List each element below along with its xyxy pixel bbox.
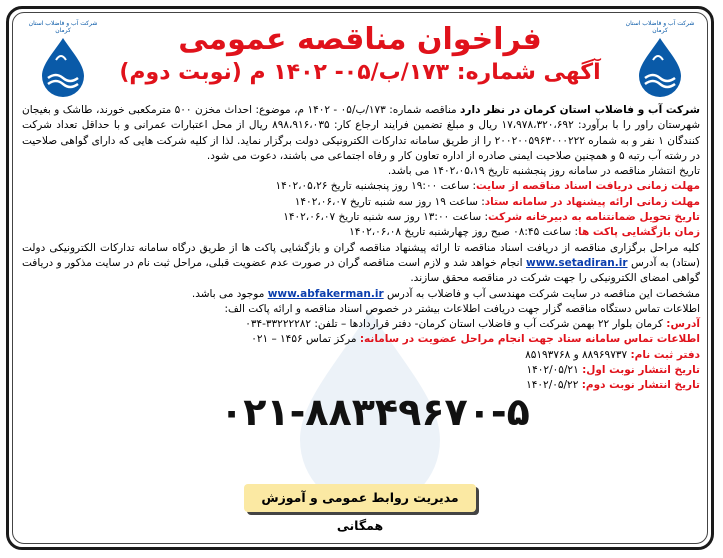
pub1-label: تاریخ انتشار نوبت اول: bbox=[582, 364, 700, 377]
deadline-value: : ساعت ۱۹ روز سه شنبه تاریخ ۱۴۰۲،۰۶،۰۷ bbox=[294, 195, 485, 208]
deadline-value: : ساعت ۰۸:۴۵ صبح روز چهارشنبه تاریخ ۱۴۰۲،۰۶،۰۸ bbox=[349, 226, 579, 239]
process-text: کلیه مراحل برگزاری مناقصه از دریافت اسناد مناقصه تا ارائه پیشنهاد مناقصه گران و بازگشایی پاکت ها از طریق درگاه سامانه تدارکات الکترونیکی دولت (ستاد) به آدرس bbox=[22, 241, 700, 269]
deadline-label: تاریخ تحویل ضمانتنامه به دبیرخانه شرکت bbox=[488, 211, 700, 224]
details-text: مشخصات این مناقصه در سایت شرکت مهندسی آب و فاضلاب به آدرس bbox=[383, 287, 700, 300]
intro-paragraph bbox=[22, 103, 700, 164]
office-row bbox=[22, 348, 700, 363]
deadline-value: : ساعت ۱۹:۰۰ روز پنجشنبه تاریخ ۱۴۰۲،۰۵،۲۶ bbox=[275, 180, 477, 193]
setad-link[interactable]: www.setadiran.ir bbox=[526, 256, 628, 269]
company-logo-left bbox=[28, 20, 98, 98]
pub1-row bbox=[22, 363, 700, 378]
details-paragraph bbox=[22, 287, 700, 302]
deadline-label: مهلت زمانی دریافت اسناد مناقصه از سایت bbox=[476, 180, 700, 193]
deadline-label: زمان بازگشایی پاکت ها bbox=[578, 226, 700, 239]
notice-number: آگهی شماره: ۱۷۳/ب/۰۵- ۱۴۰۲ م (نوبت دوم) bbox=[119, 60, 601, 85]
registration-phone: ۰۲۱-۸۸۳۴۹۶۷۰-۵ bbox=[220, 390, 530, 434]
address-row bbox=[22, 317, 700, 332]
setad-contact-label: اطلاعات تماس سامانه ستاد جهت انجام مراحل عضویت در سامانه: bbox=[359, 333, 700, 346]
address-value: کرمان بلوار ۲۲ بهمن شرکت آب و فاضلاب استان کرمان- دفتر قراردادها – تلفن: ۳۳۲۲۲۲۸۲-۰۳۴ bbox=[245, 318, 667, 331]
intro-text: مناقصه شماره: ۱۷۳/ب/۰۵ - ۱۴۰۲ م، موضوع: احداث مخزن ۵۰۰ مترمکعبی خورند، طاشک و بغیجان شهرستان راور را با برآورد: ۱۷،۹۷۸،۳۲۰،۶۹۲ ریال و مبلغ تضمین فرایند ارجاع کار: ۸۹۸،۹۱۶،۰۳۵ ریال از محل اعتبارات عمرانی و با حداقل تعداد شرکت کنندگان ۱ نفر و به شماره ۲۰۰۲۰۰۵۹۶۳۰۰۰۲۲۲ را از طریق سامانه تدارکات الکترونیکی دولت برگزار نماید. لذا از کلیه شرکت هایی که دارای گواهی صلاحیت در رشته آب رتبه ۵ و همچنین صلاحیت ایمنی صادره از اداره تعاون کار و رفاه اجتماعی می باشند، دعوت می شود. bbox=[22, 104, 701, 162]
setad-contact-row bbox=[22, 332, 700, 347]
notice-title: فراخوان مناقصه عمومی bbox=[178, 22, 542, 57]
notice-body bbox=[22, 103, 700, 394]
contact-info: اطلاعات تماس دستگاه مناقصه گزار جهت دریافت اطلاعات بیشتر در خصوص اسناد مناقصه و ارائه پاکت الف: bbox=[224, 302, 700, 315]
pub2-label: تاریخ انتشار نوبت دوم: bbox=[581, 379, 700, 392]
deadline-label: مهلت زمانی ارائه پیشنهاد در سامانه ستاد bbox=[484, 195, 700, 208]
footer-banner: مدیریت روابط عمومی و آموزش همگانی bbox=[244, 484, 476, 512]
setad-contact-value: مرکز تماس ۱۴۵۶ – ۰۲۱ bbox=[251, 333, 360, 346]
pub2-value: ۱۴۰۲/۰۵/۲۲ bbox=[526, 379, 582, 392]
deadline-row bbox=[22, 225, 700, 240]
office-value: ۸۸۹۶۹۷۳۷ و ۸۵۱۹۳۷۶۸ bbox=[525, 348, 631, 361]
address-label: آدرس: bbox=[666, 318, 700, 331]
abfa-link[interactable]: www.abfakerman.ir bbox=[267, 287, 384, 300]
deadline-value: : ساعت ۱۳:۰۰ روز سه شنبه تاریخ ۱۴۰۲،۰۶،۰۷ bbox=[283, 211, 489, 224]
deadline-row bbox=[22, 179, 700, 194]
process-paragraph bbox=[22, 241, 700, 287]
publish-line: تاریخ انتشار مناقصه در سامانه روز پنجشنبه تاریخ ۱۴۰۲،۰۵،۱۹ می باشد. bbox=[387, 165, 700, 178]
deadline-row bbox=[22, 210, 700, 225]
pub1-value: ۱۴۰۲/۰۵/۲۱ bbox=[526, 364, 583, 377]
company-logo-right bbox=[625, 20, 695, 98]
details-text-cont: موجود می باشد. bbox=[191, 287, 268, 300]
logo-caption-left: شرکت آب و فاضلاب استان کرمان bbox=[28, 20, 98, 34]
intro-bold: شرکت آب و فاضلاب استان کرمان در نظر دارد bbox=[460, 104, 700, 116]
deadline-row bbox=[22, 195, 700, 210]
process-text-cont: انجام خواهد شد و لازم است مناقصه گران در صورت عدم عضویت قبلی، مراحل ثبت نام در سایت مذکور و دریافت گواهی امضای الکترونیکی را جهت شرکت در مناقصه محقق سازند. bbox=[22, 256, 700, 285]
logo-caption-right: شرکت آب و فاضلاب استان کرمان bbox=[625, 20, 695, 34]
office-label: دفتر ثبت نام: bbox=[630, 348, 700, 361]
